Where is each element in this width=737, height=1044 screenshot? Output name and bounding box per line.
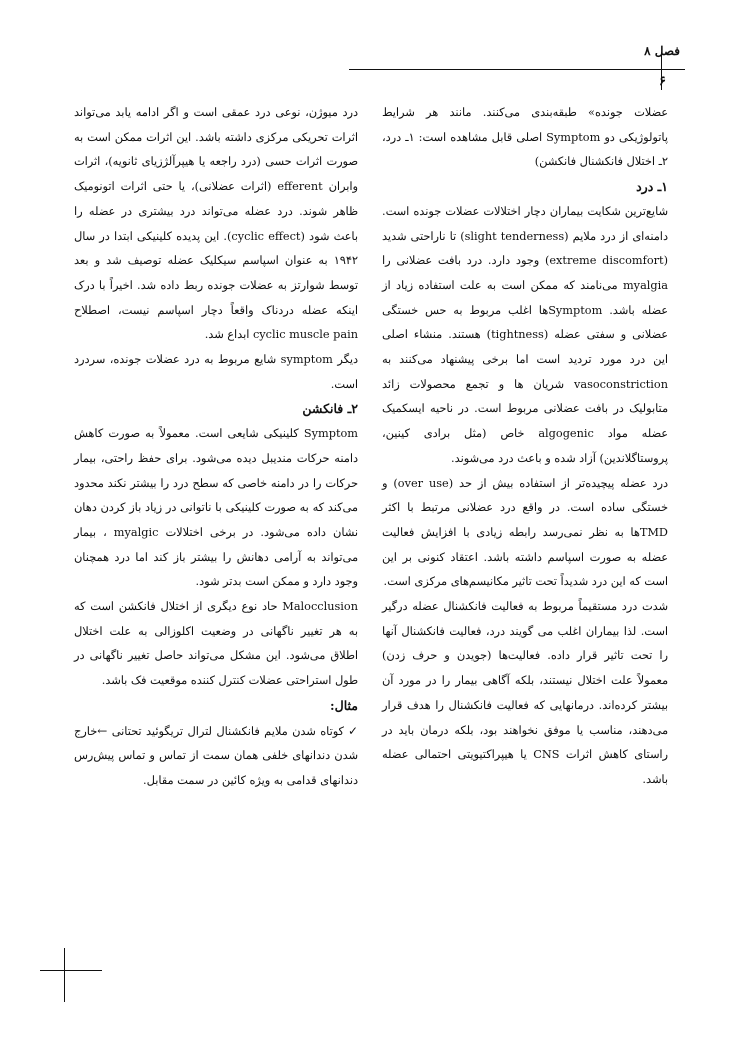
arrow-left-icon: ← xyxy=(97,723,108,738)
left-column xyxy=(74,101,358,794)
pain-paragraph-2: درد عضله پیچیده‌تر از استفاده بیش از حد (over use) و خستگی ساده است. در واقع درد عضلانی مرتبط با اکثر TMDها به نظر نمی‌رسد رابطه زیادی با افزایش فعالیت عضله به صورت اسپاسم داشته باشد. اعتقاد کنونی بر این است که این درد شدیداً تحت تاثیر مکانیسم‌های مرکزی است. xyxy=(382,476,668,589)
section-heading-pain: ۱ـ درد xyxy=(636,179,668,195)
pain-paragraph-3: شدت درد مستقیماً مربوط به فعالیت فانکشنال عضله درگیر است. لذا بیماران اغلب می گویند درد، فعالیت فانکشنال آنها را تحت تاثیر قرار داده. فعالیت‌ها (جویدن و حرف زدن) معمولاً علت اختلال نیستند، بلکه آگاهی بیمار را در مورد آن بیشتر کرده‌اند. درمانهایی که فعالیت فانکشنال را هدف قرار می‌دهند، مناسب یا موفق نخواهند بود، بلکه درمان باید در راستای کاهش اثرات CNS یا هیپراکتیویتی احتمالی عضله باشد. xyxy=(382,600,669,786)
example-text-b: خارج شدن دندانهای خلفی همان سمت از تماس و تماس پیش‌رس دندانهای قدامی به ویژه کائین در سمت مقابل. xyxy=(74,724,358,787)
continued-paragraph-1: درد میوژن، نوعی درد عمقی است و اگر ادامه یابد می‌تواند اثرات تحریکی مرکزی داشته باشد. این اثرات ممکن است به صورت اثرات حسی (درد راجعه یا هیپرآلژزیای ثانویه)، اثرات وابران efferent (اثرات عضلانی)، یا حتی اثرات اتونومیک ظاهر شوند. درد عضله می‌تواند درد بیشتری در عضله را باعث شود (cyclic effect). این پدیده کلینیکی ابتدا در سال ۱۹۴۲ به عنوان اسپاسم سیکلیک عضله توصیف شد و بعد توسط شوارتز به عضلات جونده ربط داده شد. اخیراً با درک اینکه عضله دردناک واقعاً دچار اسپاسم نیست، اصطلاح cyclic muscle pain ابداع شد. xyxy=(74,106,358,342)
function-paragraph-1: Symptom کلینیکی شایعی است. معمولاً به صورت کاهش دامنه حرکات مندیبل دیده می‌شود. برای حفظ راحتی، بیمار حرکات را در دامنه خاصی که سطح درد را بیشتر نکند محدود می‌کند که به صورت کلینیکی با ناتوانی در زیاد باز کردن دهان نشان داده می‌شود. در برخی اختلالات myalgic ، بیمار می‌تواند به آرامی دهانش را بیشتر باز کند اما درد همچنان وجود دارد و ممکن است بدتر شود. xyxy=(74,427,358,589)
example-heading: مثال: xyxy=(330,697,358,713)
chapter-title: فصل ۸ xyxy=(644,44,680,58)
function-paragraph-2: Malocclusion حاد نوع دیگری از اختلال فانکشن است که به هر تغییر ناگهانی در وضعیت اکلوزالی به علت اختلال اطلاق می‌شود. این مشکل می‌تواند حاصل تغییر ناگهانی در طول استراحتی عضلات کنترل کننده موقعیت فک باشد. xyxy=(74,600,358,688)
pain-paragraph-1: شایع‌ترین شکایت بیماران دچار اختلالات عضلات جونده است. دامنه‌ای از درد ملایم (slight tenderness) تا ناراحتی شدید (extreme discomfort) وجود دارد. درد بافت عضلانی را myalgia می‌نامند که ممکن است به علت استفاده زیاد از عضله باشد. Symptomها اغلب مربوط به حس خستگی عضلانی و سفتی عضله (tightness) هستند. منشاء اصلی این درد مورد تردید است اما برخی پیشنهاد می‌کنند به vasoconstriction شریان ها و تجمع محصولات زائد متابولیک در بافت عضلانی مربوط است. در ناحیه ایسکمیک عضله مواد algogenic خاص (مثل برادی کینین، پروستاگلاندین) آزاد شده و باعث درد می‌شوند. xyxy=(382,204,669,465)
footer-horizontal-rule xyxy=(40,970,102,971)
header-horizontal-rule xyxy=(349,69,685,70)
page-number: ۶ xyxy=(659,74,666,89)
footer-vertical-rule xyxy=(64,948,65,1002)
section-heading-function: ۲ـ فانکشن xyxy=(302,401,358,417)
checkmark-icon: ✓ xyxy=(347,723,358,738)
right-column xyxy=(382,101,668,793)
example-item xyxy=(74,719,358,794)
intro-paragraph: عضلات جونده» طبقه‌بندی می‌کنند. مانند هر شرایط پاتولوژیکی دو Symptom اصلی قابل مشاهده است: ۱ـ درد، ۲ـ اختلال فانکشنال فانکشن) xyxy=(382,106,668,169)
continued-paragraph-2: دیگر symptom شایع مربوط به درد عضلات جونده، سردرد است. xyxy=(74,353,358,391)
example-text-a: کوتاه شدن ملایم فانکشنال لترال تریگوئید تحتانی xyxy=(111,724,344,738)
